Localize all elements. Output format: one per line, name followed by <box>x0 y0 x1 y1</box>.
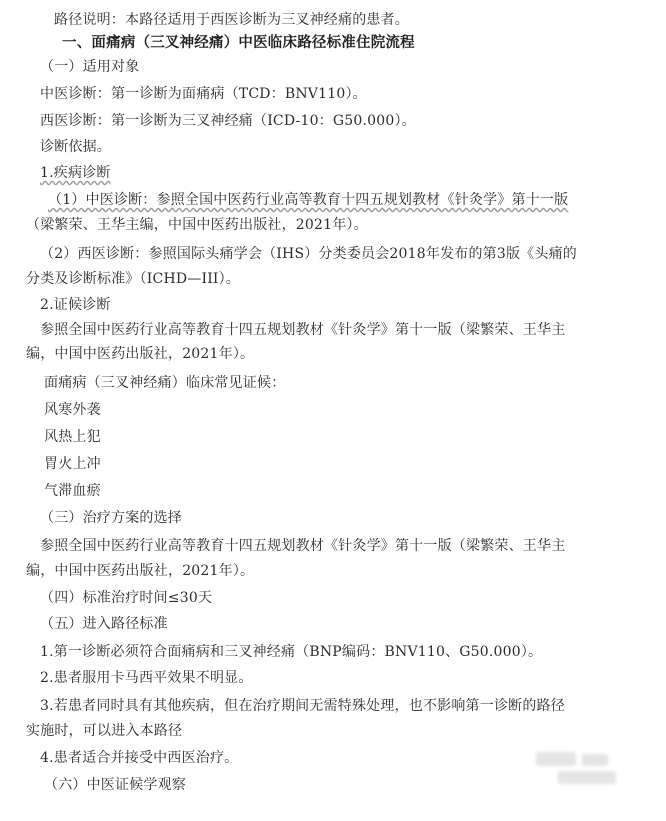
syndrome-item-2: 风热上犯 <box>44 429 101 445</box>
syndrome-diagnosis-heading: 2.证候诊断 <box>40 297 111 313</box>
subsection-standard-treatment-time: （四）标准治疗时间≤30天 <box>40 590 213 606</box>
syndrome-item-1: 风寒外袭 <box>44 402 101 418</box>
syndrome-reference-line-2: 编，中国中医药出版社，2021年）。 <box>26 346 255 362</box>
subsection-entry-criteria: （五）进入路径标准 <box>40 616 168 632</box>
subsection-applicable-objects: （一）适用对象 <box>40 59 140 75</box>
section-title-1: 一、面痛病（三叉神经痛）中医临床路径标准住院流程 <box>62 34 415 51</box>
entry-criterion-3-line-2: 实施时，可以进入本路径 <box>26 723 183 739</box>
disease-diagnosis-heading: 1.疾病诊断 <box>40 165 111 181</box>
syndrome-item-3: 胃火上冲 <box>44 456 101 472</box>
common-syndromes-label: 面痛病（三叉神经痛）临床常见证候： <box>44 375 286 391</box>
blurred-watermark <box>536 752 620 786</box>
treatment-reference-line-1: 参照全国中医药行业高等教育十四五规划教材《针灸学》第十一版（梁繁荣、王华主 <box>40 538 566 554</box>
entry-criterion-4: 4.患者适合并接受中西医治疗。 <box>40 750 239 766</box>
tcm-diagnosis-reference-line-1: （1）中医诊断：参照全国中医药行业高等教育十四五规划教材《针灸学》第十一版 <box>48 192 569 208</box>
western-diagnosis-reference-line-1: （2）西医诊断：参照国际头痛学会（IHS）分类委员会2018年发布的第3版《头痛的 <box>40 246 577 262</box>
diagnosis-basis-label: 诊断依据。 <box>40 139 111 155</box>
tcm-diagnosis-line: 中医诊断：第一诊断为面痛病（TCD：BNV110）。 <box>40 86 367 102</box>
subsection-treatment-plan: （三）治疗方案的选择 <box>40 510 182 526</box>
path-note: 路径说明：本路径适用于西医诊断为三叉神经痛的患者。 <box>54 12 409 28</box>
entry-criterion-2: 2.患者服用卡马西平效果不明显。 <box>40 670 253 686</box>
western-diagnosis-reference-line-2: 分类及诊断标准》（ICHD—III）。 <box>26 271 241 287</box>
western-diagnosis-line: 西医诊断：第一诊断为三叉神经痛（ICD-10：G50.000）。 <box>40 113 416 129</box>
treatment-reference-line-2: 编，中国中医药出版社，2021年）。 <box>26 563 255 579</box>
tcm-diagnosis-reference-line-2: （梁繁荣、王华主编，中国中医药出版社，2021年）。 <box>26 217 368 233</box>
subsection-tcm-syndrome-observation: （六）中医证候学观察 <box>44 777 186 793</box>
entry-criterion-3-line-1: 3.若患者同时具有其他疾病，但在治疗期间无需特殊处理，也不影响第一诊断的路径 <box>40 698 565 714</box>
syndrome-item-4: 气滞血瘀 <box>44 483 101 499</box>
syndrome-reference-line-1: 参照全国中医药行业高等教育十四五规划教材《针灸学》第十一版（梁繁荣、王华主 <box>40 322 566 338</box>
entry-criterion-1: 1.第一诊断必须符合面痛病和三叉神经痛（BNP编码：BNV110、G50.000）。 <box>40 644 543 660</box>
